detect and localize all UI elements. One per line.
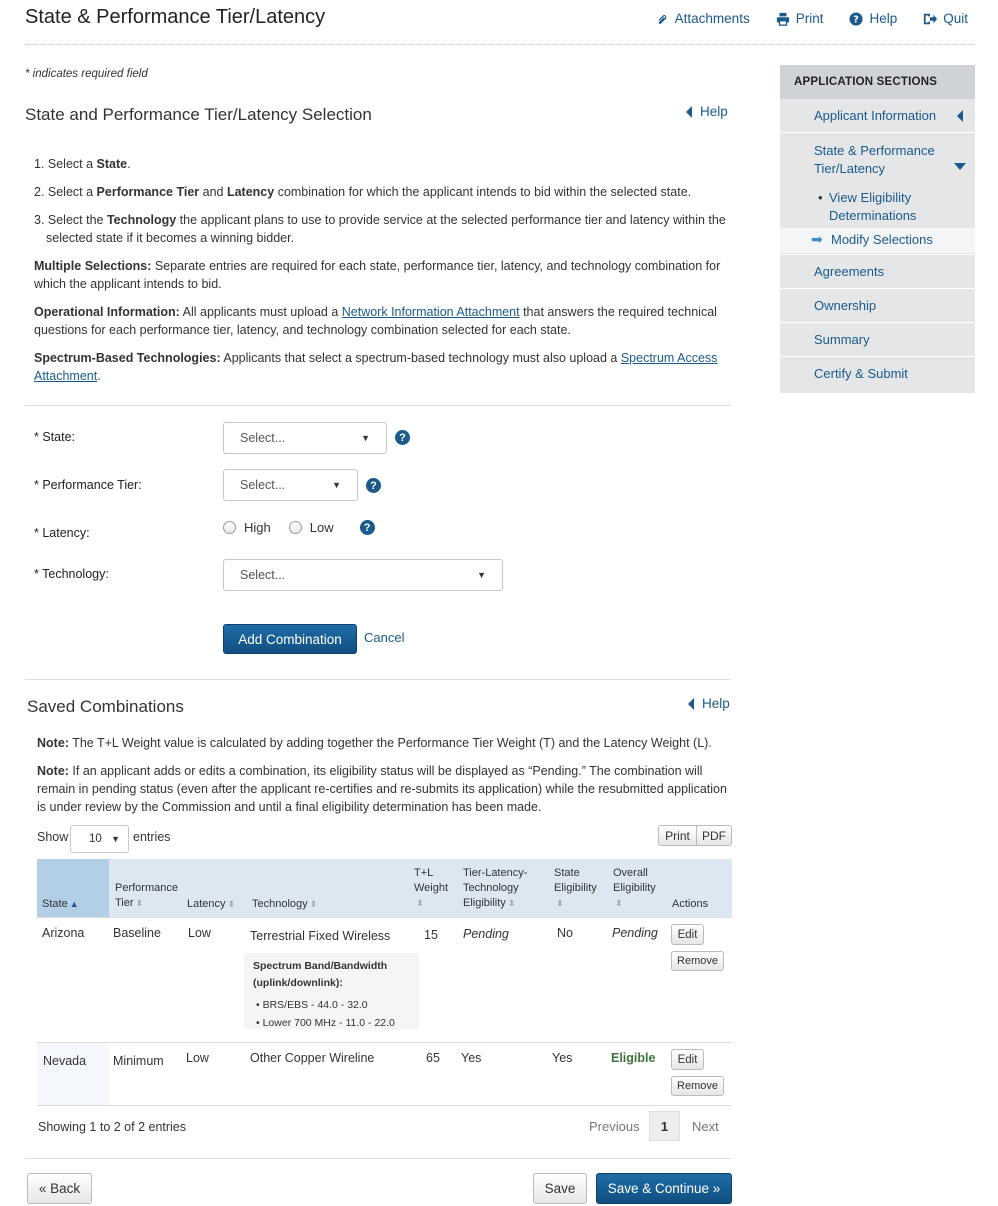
col-header-tl-weight[interactable]: T+L Weight ⬍ [414, 866, 448, 911]
entries-label: entries [133, 830, 171, 844]
application-sections-sidebar [780, 65, 975, 393]
multiple-selections-note: Multiple Selections: Separate entries are required for each state, performance tier, latency, and technology combination for which the applicant intends to bid. [34, 259, 721, 291]
sidebar-item-label: Modify Selections [831, 232, 933, 247]
step-3: 3. Select the Technology the applicant plans to use to provide service at the selected performance tier and latency within the selected state if it becomes a winning bidder. [34, 213, 726, 245]
cell-latency: Low [188, 926, 211, 940]
latency-help-icon[interactable]: ? [360, 520, 375, 535]
cell-tlt-eligibility: Pending [463, 927, 509, 941]
col-header-latency[interactable]: Latency ⬍ [187, 898, 236, 910]
latency-high-label: High [244, 520, 271, 535]
cancel-link[interactable]: Cancel [364, 630, 405, 645]
latency-radio-group [223, 520, 375, 535]
table-info: Showing 1 to 2 of 2 entries [38, 1120, 187, 1134]
sidebar-item-label: Determinations [829, 208, 917, 223]
required-field-note: * indicates required field [25, 68, 148, 80]
cell-tier: Baseline [113, 926, 161, 940]
sidebar-separator [780, 132, 975, 133]
operational-info-note: Operational Information: All applicants must upload a Network Information Attachment that answers the required technical questions for each performance tier, latency, and technology combination selected for each state. [34, 305, 717, 337]
cell-technology: Terrestrial Fixed Wireless [250, 929, 391, 943]
top-actions [655, 11, 968, 26]
arrow-right-icon: ➡ [811, 231, 823, 247]
table-pdf-button[interactable]: PDF [696, 825, 732, 846]
spectrum-access-attachment-link[interactable]: Spectrum Access Attachment [34, 351, 718, 383]
cell-tlt-eligibility: Yes [461, 1051, 482, 1065]
entries-select[interactable]: 10 ▼ [70, 825, 129, 853]
latency-high-radio[interactable] [223, 521, 236, 534]
col-header-technology[interactable]: Technology ⬍ [252, 898, 318, 910]
back-button[interactable]: « Back [27, 1173, 92, 1204]
sidebar-item-ownership[interactable]: Ownership [814, 298, 877, 313]
quit-link[interactable] [923, 11, 968, 26]
performance-tier-label: * Performance Tier: [34, 478, 142, 492]
saved-help-label: Help [702, 696, 730, 711]
show-label: Show [37, 830, 69, 844]
cell-state: Arizona [42, 926, 85, 940]
spectrum-details-panel [244, 953, 419, 1029]
sort-icon: ⬍ [507, 898, 516, 908]
selection-section-title: State and Performance Tier/Latency Selection [25, 105, 372, 124]
caret-left-icon [686, 106, 692, 118]
state-select[interactable]: Select... ▼ [223, 422, 387, 454]
sidebar-item-applicant-information[interactable]: Applicant Information [780, 108, 975, 123]
sidebar-item-label: Tier/Latency [814, 161, 886, 176]
row-divider [37, 1042, 732, 1043]
sorted-column-cell-bg [37, 1043, 109, 1105]
sort-icon: ⬍ [416, 898, 424, 908]
row-divider [37, 917, 732, 918]
caret-left-icon [688, 698, 694, 710]
spectrum-tech-note: Spectrum-Based Technologies: Applicants that select a spectrum-based technology must also upload a Spectrum Access Attachment. [34, 351, 718, 383]
step-1: 1. Select a State. [34, 157, 131, 171]
remove-button[interactable]: Remove [671, 951, 724, 971]
sort-icon: ⬍ [227, 899, 236, 909]
col-header-state-eligibility[interactable]: State Eligibility ⬍ [554, 866, 597, 911]
sidebar-item-certify-submit[interactable]: Certify & Submit [814, 366, 908, 381]
col-header-overall-eligibility[interactable]: Overall Eligibility ⬍ [613, 866, 656, 911]
attachments-label: Attachments [674, 11, 750, 26]
sidebar-item-state-performance[interactable] [780, 142, 975, 178]
quit-label: Quit [943, 11, 968, 26]
question-circle-icon [849, 12, 863, 26]
technology-label: * Technology: [34, 567, 109, 581]
help-link-top[interactable] [849, 11, 897, 26]
performance-tier-help-icon[interactable]: ? [366, 478, 381, 493]
sidebar-heading: APPLICATION SECTIONS [780, 65, 975, 99]
latency-low-radio[interactable] [289, 521, 302, 534]
sidebar-item-label: View Eligibility [829, 190, 912, 205]
cell-technology: Other Copper Wireline [250, 1051, 375, 1065]
pagination-page-1[interactable]: 1 [649, 1111, 680, 1141]
caret-left-icon [957, 110, 963, 122]
sidebar-subitem-view-eligibility[interactable] [780, 189, 975, 225]
cell-state-eligibility: Yes [552, 1051, 573, 1065]
performance-tier-select[interactable]: Select... ▼ [223, 469, 358, 501]
save-continue-button[interactable]: Save & Continue » [596, 1173, 732, 1204]
header-divider [25, 44, 975, 45]
sort-asc-icon: ▲ [69, 899, 79, 909]
sidebar-subitem-modify-selections[interactable] [780, 232, 975, 247]
selection-help-label: Help [700, 104, 728, 119]
help-label: Help [869, 11, 898, 26]
cell-state-eligibility: No [557, 926, 573, 940]
network-info-attachment-link[interactable]: Network Information Attachment [341, 305, 520, 319]
caret-down-icon [954, 163, 966, 170]
dropdown-caret-icon: ▼ [111, 834, 120, 844]
sidebar-item-label: State & Performance [814, 143, 935, 158]
col-header-state[interactable]: State ▲ [42, 898, 79, 910]
edit-button[interactable]: Edit [671, 924, 704, 945]
spectrum-band-item: • BRS/EBS - 44.0 - 32.0 [256, 999, 368, 1011]
spectrum-band-label: Spectrum Band/Bandwidth [253, 960, 388, 972]
state-label: * State: [34, 430, 75, 444]
remove-button[interactable]: Remove [671, 1076, 724, 1096]
add-combination-button[interactable]: Add Combination [223, 624, 357, 654]
sidebar-separator [780, 254, 975, 255]
sort-icon: ⬍ [615, 898, 623, 908]
sort-icon: ⬍ [309, 899, 318, 909]
dropdown-caret-icon: ▼ [332, 480, 341, 490]
page-title: State & Performance Tier/Latency [25, 6, 326, 28]
cell-latency: Low [186, 1051, 209, 1065]
sidebar-item-agreements[interactable]: Agreements [814, 264, 885, 279]
col-header-actions: Actions [672, 898, 709, 910]
col-header-tlt-eligibility[interactable]: Tier-Latency- Technology Eligibility ⬍ [463, 867, 528, 909]
cell-weight: 65 [426, 1051, 440, 1065]
sidebar-item-summary[interactable]: Summary [814, 332, 870, 347]
saved-help-link[interactable] [688, 696, 730, 711]
col-header-performance-tier[interactable]: Performance Tier ⬍ [115, 882, 178, 909]
table-print-button[interactable]: Print [658, 825, 697, 846]
pagination-next[interactable]: Next [692, 1119, 719, 1134]
bullet-icon: • [818, 190, 823, 205]
latency-low-label: Low [309, 520, 334, 535]
weight-note: Note: The T+L Weight value is calculated by adding together the Performance Tier Weight (T) and the Latency Weight (L). [37, 736, 712, 750]
selection-help-link[interactable] [686, 104, 728, 119]
technology-select[interactable]: Select... ▼ [223, 559, 503, 591]
spectrum-band-sublabel: (uplink/downlink): [253, 977, 343, 989]
sidebar-separator [780, 288, 975, 289]
save-button[interactable]: Save [533, 1173, 587, 1204]
sign-out-icon [923, 12, 937, 26]
section-divider [25, 679, 731, 680]
pending-note: Note: If an applicant adds or edits a combination, its eligibility status will be displayed as “Pending.” The combination will remain in pending status (even after the applicant re-certifies and re-submits its application) while the resubmitted application is under review by the Commission and until a final eligibility determination has been made. [37, 764, 727, 814]
step-2: 2. Select a Performance Tier and Latency combination for which the applicant intends to bid within the selected state. [34, 185, 692, 199]
cell-overall-eligibility: Pending [612, 926, 658, 940]
instructions [34, 155, 734, 395]
printer-icon [776, 12, 790, 26]
print-label: Print [795, 11, 824, 26]
spectrum-band-item: • Lower 700 MHz - 11.0 - 22.0 [256, 1017, 395, 1029]
dropdown-caret-icon: ▼ [477, 570, 486, 580]
sort-icon: ⬍ [135, 898, 144, 908]
print-link[interactable] [776, 11, 824, 26]
cell-tier: Minimum [113, 1054, 164, 1068]
section-divider [25, 405, 731, 406]
cell-state: Nevada [43, 1054, 87, 1068]
dropdown-caret-icon: ▼ [361, 433, 370, 443]
edit-button[interactable]: Edit [671, 1049, 704, 1070]
row-divider [37, 1105, 732, 1106]
latency-label: * Latency: [34, 526, 90, 540]
sort-icon: ⬍ [556, 898, 564, 908]
footer-divider [25, 1158, 731, 1159]
state-help-icon[interactable]: ? [395, 430, 410, 445]
cell-weight: 15 [424, 928, 438, 942]
saved-combinations-title: Saved Combinations [27, 697, 184, 716]
sidebar-separator [780, 322, 975, 323]
pagination-previous[interactable]: Previous [589, 1119, 640, 1134]
paperclip-icon [655, 12, 669, 26]
attachments-link[interactable] [655, 11, 750, 26]
sidebar-separator [780, 356, 975, 357]
svg-text:?: ? [853, 14, 860, 25]
cell-overall-eligibility: Eligible [611, 1051, 656, 1065]
